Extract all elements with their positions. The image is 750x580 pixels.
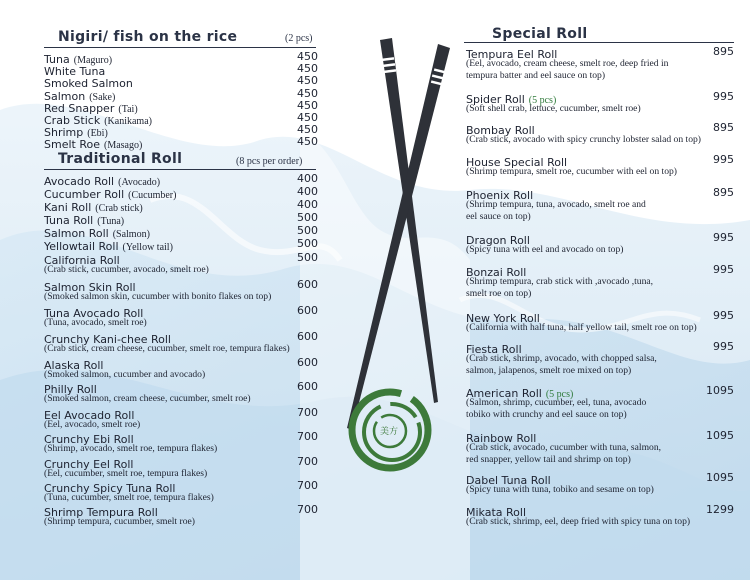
item-japanese-name: (Tai) bbox=[118, 103, 138, 115]
item-price: 995 bbox=[713, 90, 734, 103]
item-piece-note: (5 pcs) bbox=[545, 389, 574, 400]
item-japanese-name: (Tuna) bbox=[97, 216, 125, 227]
item-description: tempura batter and eel sauce on top) bbox=[466, 70, 606, 81]
logo-glyphs: 美方 bbox=[380, 427, 399, 437]
item-description: (Crab stick, avocado with spicy crunchy lobster salad on top) bbox=[466, 134, 701, 145]
item-name: Red Snapper bbox=[44, 101, 115, 115]
item-description: salmon, jalapenos, smelt roe mixed on top) bbox=[466, 365, 632, 376]
item-japanese-name: (Ebi) bbox=[87, 128, 108, 140]
item-name: Fiesta Roll bbox=[466, 343, 522, 356]
item-name: Salmon Roll bbox=[44, 227, 109, 240]
item-name: Kani Roll bbox=[44, 201, 92, 214]
item-description: eel sauce on top) bbox=[466, 211, 531, 222]
item-price: 895 bbox=[713, 45, 734, 58]
traditional-underline bbox=[44, 169, 316, 170]
item-price: 500 bbox=[297, 211, 318, 224]
item-name: Eel Avocado Roll bbox=[44, 409, 135, 422]
item-price: 450 bbox=[297, 111, 318, 124]
item-name: Mikata Roll bbox=[466, 506, 527, 519]
item-japanese-name: (Masago) bbox=[103, 140, 143, 152]
item-name: Crunchy Spicy Tuna Roll bbox=[44, 482, 176, 495]
item-name: Rainbow Roll bbox=[466, 432, 537, 445]
item-name: Yellowtail Roll bbox=[44, 240, 119, 253]
item-description: (Shrimp tempura, smelt roe, cucumber with eel on top) bbox=[466, 166, 678, 177]
item-japanese-name: (Kanikama) bbox=[104, 116, 152, 127]
item-description: (Soft shell crab, lettuce, cucumber, smelt roe) bbox=[466, 103, 641, 114]
special-title: Special Roll bbox=[492, 26, 588, 42]
item-name: Salmon bbox=[44, 89, 86, 103]
item-description: (Shrimp tempura, cucumber, smelt roe) bbox=[44, 516, 195, 527]
item-description: (Crab stick, shrimp, eel, deep fried with spicy tuna on top) bbox=[466, 516, 691, 527]
item-description: (Tuna, cucumber, smelt roe, tempura flakes) bbox=[44, 492, 214, 503]
item-price: 600 bbox=[297, 380, 318, 393]
item-name: Salmon Skin Roll bbox=[44, 281, 136, 294]
item-price: 1095 bbox=[706, 429, 734, 442]
item-description: (Crab stick, shrimp, avocado, with chopped salsa, bbox=[466, 353, 657, 364]
nigiri-underline bbox=[44, 47, 316, 48]
item-price: 450 bbox=[297, 86, 318, 100]
item-japanese-name: (Maguro) bbox=[73, 55, 113, 66]
item-description: smelt roe on top) bbox=[466, 288, 532, 299]
item-name: Tuna Roll bbox=[44, 214, 94, 227]
item-description: tobiko with crunchy and eel sauce on top) bbox=[466, 409, 627, 420]
item-name: Crunchy Ebi Roll bbox=[44, 433, 134, 446]
item-price: 500 bbox=[297, 251, 318, 264]
item-description: (California with half tuna, half yellow tail, smelt roe on top) bbox=[466, 322, 697, 333]
nigiri-title: Nigiri/ fish on the rice bbox=[58, 29, 238, 45]
item-price: 500 bbox=[297, 237, 318, 250]
item-description: (Shrimp tempura, crab stick with ,avocado ,tuna, bbox=[466, 276, 654, 287]
item-description: (Spicy tuna with tuna, tobiko and sesame on top) bbox=[466, 484, 654, 495]
item-name: House Special Roll bbox=[466, 156, 568, 169]
item-description: (Smoked salmon, cream cheese, cucumber, smelt roe) bbox=[44, 393, 251, 404]
item-name: Shrimp Tempura Roll bbox=[44, 506, 158, 519]
item-description: (Crab stick, cucumber, avocado, smelt roe) bbox=[44, 264, 209, 275]
item-name: Tempura Eel Roll bbox=[466, 48, 558, 61]
item-name: Phoenix Roll bbox=[466, 189, 534, 202]
item-description: (Eel, avocado, cream cheese, smelt roe, deep fried in bbox=[466, 58, 669, 69]
item-description: (Shrimp tempura, tuna, avocado, smelt roe and bbox=[466, 199, 646, 210]
item-price: 400 bbox=[297, 185, 318, 198]
item-description: (Salmon, shrimp, cucumber, eel, tuna, avocado bbox=[466, 397, 647, 408]
item-description: (Smoked salmon, cucumber and avocado) bbox=[44, 369, 206, 380]
item-price: 700 bbox=[297, 503, 318, 516]
item-price: 1299 bbox=[706, 503, 734, 516]
item-piece-note: (5 pcs) bbox=[528, 95, 557, 106]
item-name: California Roll bbox=[44, 254, 120, 267]
traditional-note: (8 pcs per order) bbox=[236, 156, 303, 167]
item-price: 700 bbox=[297, 455, 318, 468]
item-name: Dabel Tuna Roll bbox=[466, 474, 551, 487]
item-name: Crunchy Eel Roll bbox=[44, 458, 134, 471]
chopsticks-illustration bbox=[330, 30, 460, 480]
item-price: 450 bbox=[297, 123, 318, 137]
item-name: New York Roll bbox=[466, 312, 540, 325]
item-price: 500 bbox=[297, 224, 318, 237]
item-price: 450 bbox=[297, 135, 318, 149]
item-name: Crab Stick bbox=[44, 114, 101, 127]
item-japanese-name: (Sake) bbox=[89, 91, 116, 103]
item-name: Tuna Avocado Roll bbox=[44, 307, 144, 320]
item-name: Shrimp bbox=[44, 126, 84, 140]
item-name: Crunchy Kani-chee Roll bbox=[44, 333, 171, 346]
item-japanese-name: (Cucumber) bbox=[128, 190, 177, 201]
nigiri-note: (2 pcs) bbox=[285, 33, 313, 44]
item-price: 600 bbox=[297, 278, 318, 291]
item-name: Avocado Roll bbox=[44, 175, 115, 188]
item-price: 995 bbox=[713, 309, 734, 322]
item-name: Smoked Salmon bbox=[44, 77, 133, 91]
item-japanese-name: (Avocado) bbox=[118, 177, 161, 188]
item-japanese-name: (Yellow tail) bbox=[122, 242, 173, 253]
item-name: Bombay Roll bbox=[466, 124, 535, 137]
item-description: (Smoked salmon skin, cucumber with bonito flakes on top) bbox=[44, 291, 272, 302]
item-price: 450 bbox=[297, 74, 318, 88]
item-name: Smelt Roe bbox=[44, 138, 100, 152]
traditional-title: Traditional Roll bbox=[58, 151, 183, 167]
item-price: 995 bbox=[713, 231, 734, 244]
item-description: (Tuna, avocado, smelt roe) bbox=[44, 317, 147, 328]
item-price: 600 bbox=[297, 304, 318, 317]
item-description: (Crab stick, avocado, cucumber with tuna, salmon, bbox=[466, 442, 662, 453]
item-name: Bonzai Roll bbox=[466, 266, 527, 279]
item-price: 700 bbox=[297, 479, 318, 492]
item-name: American Roll bbox=[466, 387, 542, 400]
item-name: Tuna bbox=[44, 53, 70, 66]
item-price: 995 bbox=[713, 263, 734, 276]
item-description: (Spicy tuna with eel and avocado on top) bbox=[466, 244, 624, 255]
item-description: (Shrimp, avocado, smelt roe, tempura flakes) bbox=[44, 443, 218, 454]
item-price: 700 bbox=[297, 406, 318, 419]
item-name: Spider Roll bbox=[466, 93, 525, 106]
item-price: 450 bbox=[297, 50, 318, 63]
item-description: (Eel, cucumber, smelt roe, tempura flakes) bbox=[44, 468, 208, 479]
item-name: Cucumber Roll bbox=[44, 188, 125, 201]
item-price: 995 bbox=[713, 340, 734, 353]
item-price: 600 bbox=[297, 330, 318, 343]
item-description: (Crab stick, cream cheese, cucumber, smelt roe, tempura flakes) bbox=[44, 343, 290, 354]
item-description: (Eel, avocado, smelt roe) bbox=[44, 419, 141, 430]
item-japanese-name: (Crab stick) bbox=[95, 203, 143, 214]
item-price: 895 bbox=[713, 121, 734, 134]
item-price: 895 bbox=[713, 186, 734, 199]
item-name: Dragon Roll bbox=[466, 234, 530, 247]
item-price: 400 bbox=[297, 198, 318, 211]
item-price: 995 bbox=[713, 153, 734, 166]
item-price: 400 bbox=[297, 172, 318, 185]
item-price: 450 bbox=[297, 62, 318, 76]
item-name: Philly Roll bbox=[44, 383, 97, 396]
item-price: 1095 bbox=[706, 471, 734, 484]
item-name: Alaska Roll bbox=[44, 359, 104, 372]
special-underline bbox=[464, 42, 734, 43]
item-price: 700 bbox=[297, 430, 318, 443]
item-price: 1095 bbox=[706, 384, 734, 397]
item-price: 600 bbox=[297, 356, 318, 369]
item-price: 450 bbox=[297, 98, 318, 112]
item-description: red snapper, yellow tail and shrimp on top) bbox=[466, 454, 631, 465]
item-japanese-name: (Salmon) bbox=[112, 229, 150, 240]
item-name: White Tuna bbox=[44, 65, 106, 79]
